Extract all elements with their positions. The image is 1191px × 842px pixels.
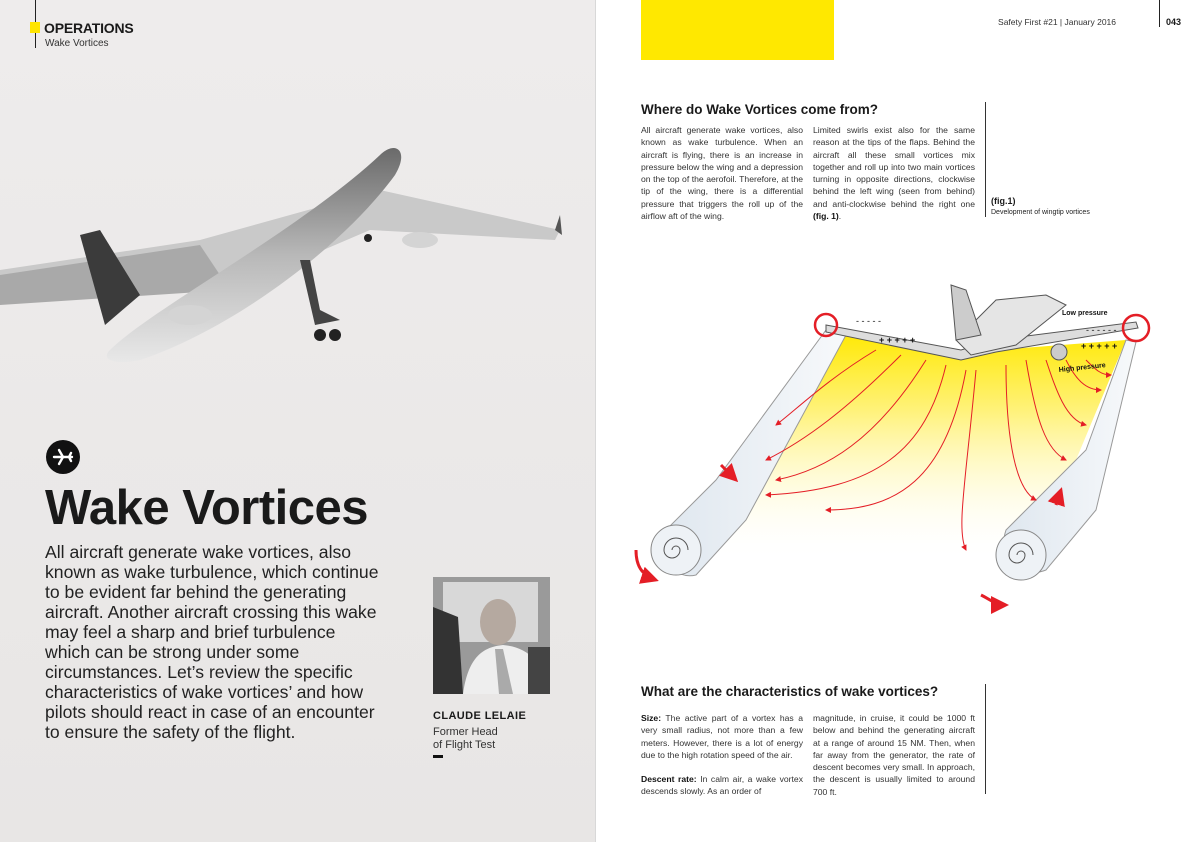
term-label: Descent rate:: [641, 774, 697, 785]
low-pressure-label: Low pressure: [1062, 310, 1108, 317]
divider: [1159, 0, 1160, 27]
body-column: [813, 124, 975, 222]
section-subtitle: Wake Vortices: [45, 38, 109, 49]
wingtip-vortex-diagram: [626, 280, 1186, 620]
body-text: .: [838, 211, 842, 222]
body-text: Limited swirls exist also for the same reason at the tips of the flaps. Behind the aircraft all these small vortices mix together and roll up into two main vortices turning in opposite directions, clockwise behind the left wing (seen from behind) and anti-clockwise behind the right one: [813, 125, 975, 209]
figure-label: (fig.1): [991, 196, 1016, 206]
page-number: 043: [1166, 17, 1182, 27]
body-column: All aircraft generate wake vortices, also known as wake turbulence. When an aircraft is flying, there is an increase in pressure below the wing and a depression on the top of the aerofoil. Therefore, at the tip of the wing, there is a differential pressure that triggers the roll up of the airflow aft of the wing.: [641, 125, 803, 222]
divider: [985, 684, 986, 794]
author-role-line: of Flight Test: [433, 739, 496, 751]
airplane-icon: [46, 440, 80, 474]
page-title: Wake Vortices: [45, 481, 369, 535]
left-page: [0, 0, 595, 842]
author-role-line: Former Head: [433, 726, 498, 738]
airplane-photo: [0, 120, 595, 380]
body-column: [641, 712, 803, 798]
author-name: CLAUDE LELAIE: [433, 710, 527, 722]
section-heading: Where do Wake Vortices come from?: [641, 102, 879, 117]
body-text: The active part of a vortex has a very small radius, not more than a few meters. However, there is a lot of energy due to the high rotation speed of the air.: [641, 713, 804, 760]
section-marker: [30, 22, 40, 33]
high-pressure-label: High pressure: [1058, 362, 1107, 374]
section-heading: What are the characteristics of wake vortices?: [641, 684, 939, 699]
figure-caption: Development of wingtip vortices: [991, 209, 1090, 216]
running-header: Safety First #21 | January 2016: [998, 17, 1116, 27]
intro-text: All aircraft generate wake vortices, also known as wake turbulence, which continue to be evident far behind the generating aircraft. Another aircraft crossing this wake may feel a sharp and brief turbulence which can be strong under some circumstances. Let’s review the specific characteristics of wake vortices’ and how pilots should react in case of an encounter to ensure the safety of the flight.: [45, 542, 379, 742]
divider: [433, 755, 443, 758]
figure-reference: (fig. 1): [813, 211, 839, 222]
body-text: In calm air, a wake vortex descends slowly. As an order of: [641, 774, 803, 797]
right-page: [595, 0, 1191, 842]
svg-text:- - - - - -: - - - - - -: [1086, 325, 1117, 335]
svg-text:+ + + + +: + + + + +: [1081, 341, 1118, 351]
author-photo: [433, 577, 550, 694]
body-column: magnitude, in cruise, it could be 1000 ft below and behind the generating aircraft at a range of around 15 NM. Then, when far away from the generator, the rate of descent becomes very small. In approach, the descent is usually limited to around 700 ft.: [813, 713, 975, 797]
author-role: [433, 726, 498, 752]
svg-text:- - - - -: - - - - -: [856, 316, 881, 326]
term-label: Size:: [641, 713, 662, 723]
accent-block: [641, 0, 834, 60]
section-title: OPERATIONS: [44, 20, 134, 36]
svg-text:+ + + + +: + + + + +: [879, 335, 916, 345]
divider: [985, 102, 986, 217]
